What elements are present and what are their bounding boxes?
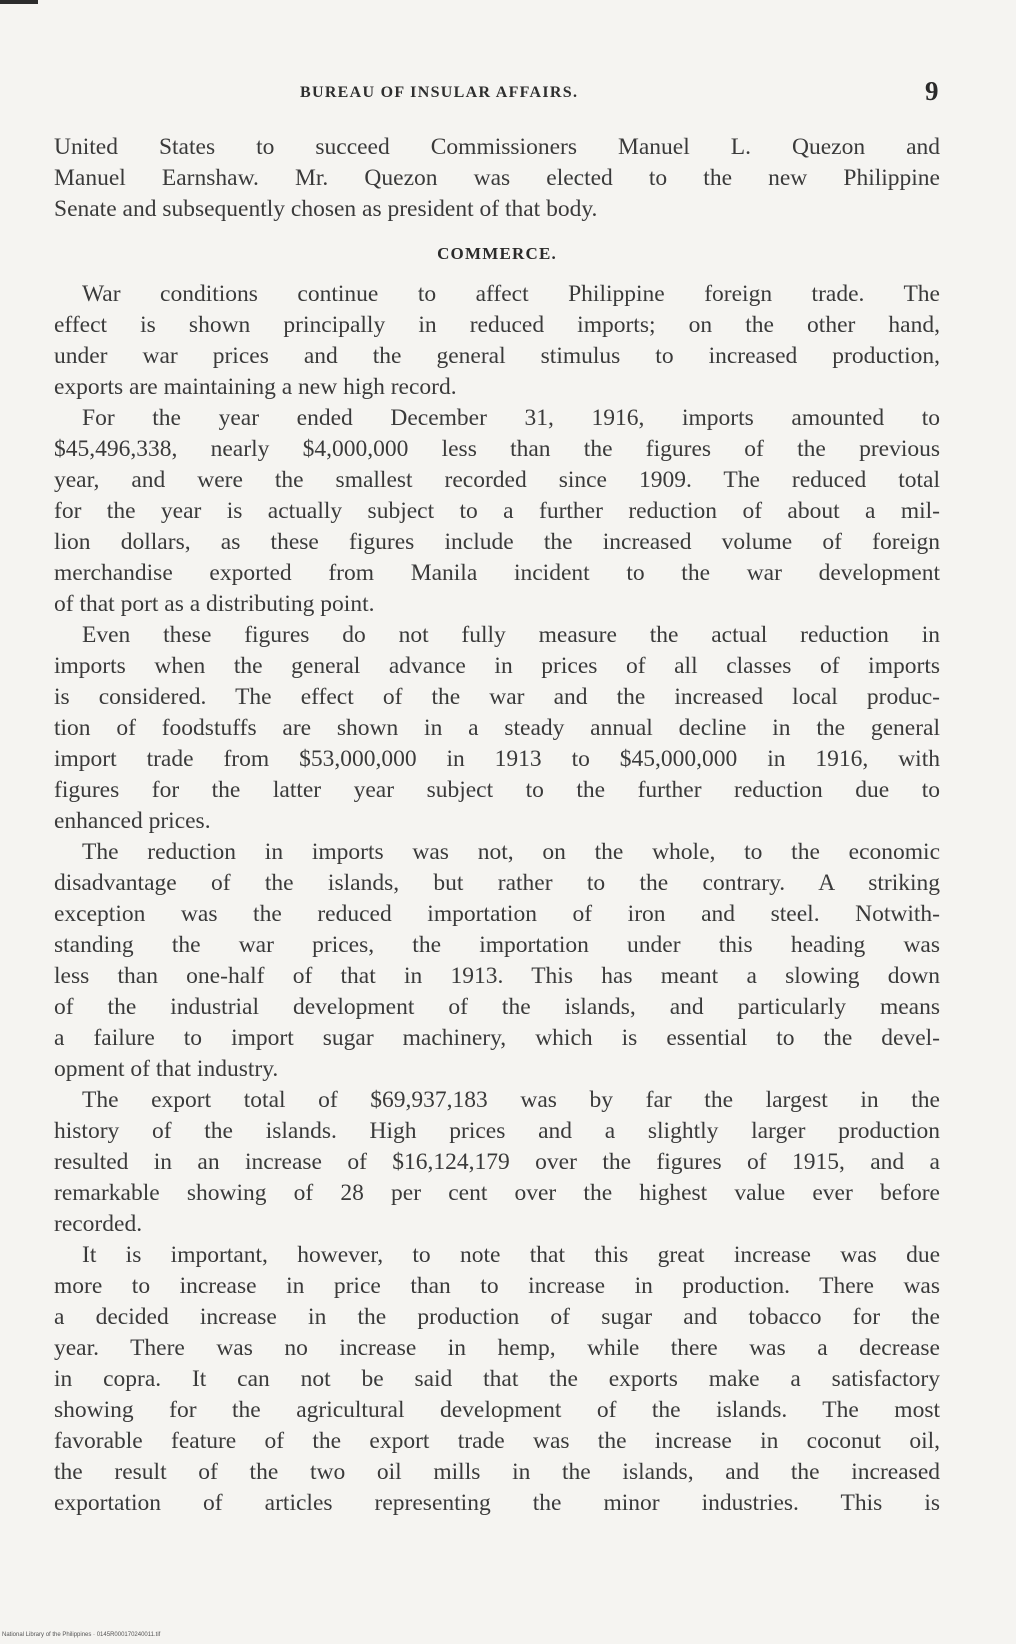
section-heading: COMMERCE. — [437, 244, 557, 263]
text-line: merchandise exported from Manila incident to the war development — [54, 560, 940, 586]
paragraph — [54, 1085, 940, 1240]
text-line: effect is shown principally in reduced imports; on the other hand, — [54, 312, 940, 338]
text-line: figures for the latter year subject to the further reduction due to — [54, 777, 940, 803]
scan-credit: National Library of the Philippines · 0145R000170240011.tif — [2, 1632, 161, 1638]
text-line: history of the islands. High prices and a slightly larger production — [54, 1118, 940, 1144]
text-line: remarkable showing of 28 per cent over the highest value ever before — [54, 1180, 940, 1206]
text-line: War conditions continue to affect Philippine foreign trade. The — [82, 281, 940, 307]
text-line: a failure to import sugar machinery, which is essential to the devel- — [54, 1025, 940, 1051]
paragraph — [54, 837, 940, 1085]
text-line: imports when the general advance in prices of all classes of imports — [54, 653, 940, 679]
commerce-section — [54, 279, 940, 1519]
text-line: $45,496,338, nearly $4,000,000 less than the figures of the previous — [54, 436, 940, 462]
text-line: Senate and subsequently chosen as president of that body. — [54, 196, 598, 222]
text-line: The export total of $69,937,183 was by far the largest in the — [82, 1087, 940, 1113]
text-line: United States to succeed Commissioners Manuel L. Quezon and — [54, 134, 940, 160]
text-line: the result of the two oil mills in the islands, and the increased — [54, 1459, 940, 1485]
paragraph — [54, 279, 940, 403]
paragraph — [54, 403, 940, 620]
text-line: showing for the agricultural development of the islands. The most — [54, 1397, 940, 1423]
text-line: tion of foodstuffs are shown in a steady annual decline in the general — [54, 715, 940, 741]
text-line: resulted in an increase of $16,124,179 over the figures of 1915, and a — [54, 1149, 940, 1175]
text-line: in copra. It can not be said that the exports make a satisfactory — [54, 1366, 940, 1392]
text-line: recorded. — [54, 1211, 143, 1237]
paragraph — [54, 620, 940, 837]
text-line: lion dollars, as these figures include the increased volume of foreign — [54, 529, 940, 555]
text-line: Manuel Earnshaw. Mr. Quezon was elected to the new Philippine — [54, 165, 940, 191]
text-line: disadvantage of the islands, but rather to the contrary. A striking — [54, 870, 940, 896]
text-line: is considered. The effect of the war and the increased local produc- — [54, 684, 940, 710]
text-column — [54, 132, 940, 1519]
text-line: The reduction in imports was not, on the whole, to the economic — [82, 839, 940, 865]
text-line: of the industrial development of the islands, and particularly means — [54, 994, 940, 1020]
running-title: BUREAU OF INSULAR AFFAIRS. — [300, 84, 579, 101]
text-line: For the year ended December 31, 1916, imports amounted to — [82, 405, 940, 431]
scan-corner-mark — [0, 0, 38, 4]
text-line: favorable feature of the export trade was the increase in coconut oil, — [54, 1428, 940, 1454]
text-line: enhanced prices. — [54, 808, 211, 834]
text-line: under war prices and the general stimulus to increased production, — [54, 343, 940, 369]
text-line: exception was the reduced importation of iron and steel. Notwith- — [54, 901, 940, 927]
text-line: year, and were the smallest recorded since 1909. The reduced total — [54, 467, 940, 493]
text-line: import trade from $53,000,000 in 1913 to $45,000,000 in 1916, with — [54, 746, 940, 772]
text-line: It is important, however, to note that this great increase was due — [82, 1242, 940, 1268]
text-line: exports are maintaining a new high record. — [54, 374, 457, 400]
running-head — [0, 76, 1016, 112]
intro-paragraph — [54, 132, 940, 225]
page-number: 9 — [925, 76, 939, 106]
text-line: standing the war prices, the importation under this heading was — [54, 932, 940, 958]
text-line: year. There was no increase in hemp, while there was a decrease — [54, 1335, 940, 1361]
text-line: a decided increase in the production of sugar and tobacco for the — [54, 1304, 940, 1330]
text-line: of that port as a distributing point. — [54, 591, 375, 617]
text-line: exportation of articles representing the minor industries. This is — [54, 1490, 940, 1516]
text-line: opment of that industry. — [54, 1056, 279, 1082]
text-line: for the year is actually subject to a further reduction of about a mil- — [54, 498, 940, 524]
paragraph — [54, 1240, 940, 1519]
text-line: Even these figures do not fully measure the actual reduction in — [82, 622, 940, 648]
text-line: less than one-half of that in 1913. This has meant a slowing down — [54, 963, 940, 989]
text-line: more to increase in price than to increase in production. There was — [54, 1273, 940, 1299]
